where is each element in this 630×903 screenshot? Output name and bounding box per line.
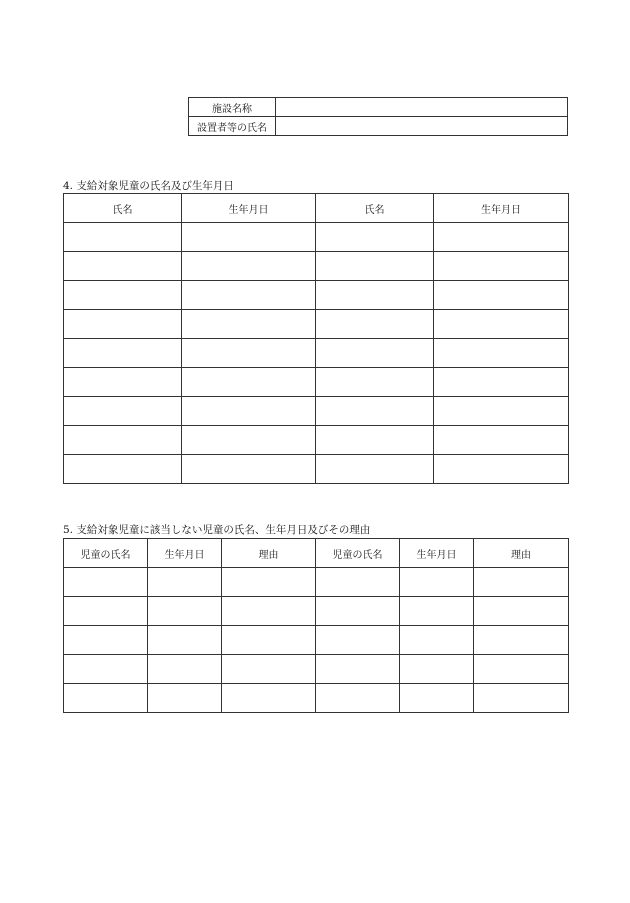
table-row [64,397,569,426]
entry-cell[interactable] [64,310,182,339]
entry-cell[interactable] [64,626,148,655]
table-row [64,426,569,455]
column-header-child-name: 児童の氏名 [64,539,148,568]
entry-cell[interactable] [64,684,148,713]
eligible-children-rows [64,223,569,484]
entry-cell[interactable] [474,597,569,626]
entry-cell[interactable] [400,568,474,597]
entry-cell[interactable] [182,426,316,455]
column-header-name: 氏名 [64,194,182,223]
entry-cell[interactable] [400,684,474,713]
entry-cell[interactable] [182,310,316,339]
ineligible-children-rows [64,568,569,713]
entry-cell[interactable] [148,626,222,655]
entry-cell[interactable] [434,310,569,339]
entry-cell[interactable] [64,597,148,626]
facility-info-table [188,97,568,136]
table-row [64,339,569,368]
table-row [64,655,569,684]
table-row [64,281,569,310]
entry-cell[interactable] [316,684,400,713]
table-row [64,368,569,397]
entry-cell[interactable] [64,339,182,368]
table-row [64,252,569,281]
entry-cell[interactable] [434,368,569,397]
table-header-row [64,194,569,223]
entry-cell[interactable] [64,426,182,455]
entry-cell[interactable] [148,655,222,684]
entry-cell[interactable] [182,252,316,281]
entry-cell[interactable] [434,455,569,484]
column-header-reason: 理由 [474,539,569,568]
section-5-heading: 5. 支給対象児童に該当しない児童の氏名、生年月日及びその理由 [63,524,371,536]
entry-cell[interactable] [148,568,222,597]
entry-cell[interactable] [316,368,434,397]
entry-cell[interactable] [474,655,569,684]
entry-cell[interactable] [316,339,434,368]
column-header-reason: 理由 [222,539,316,568]
entry-cell[interactable] [316,626,400,655]
entry-cell[interactable] [222,655,316,684]
entry-cell[interactable] [316,397,434,426]
entry-cell[interactable] [182,281,316,310]
entry-cell[interactable] [222,568,316,597]
entry-cell[interactable] [182,223,316,252]
entry-cell[interactable] [434,397,569,426]
founder-name-label: 設置者等の氏名 [189,117,276,136]
entry-cell[interactable] [182,368,316,397]
entry-cell[interactable] [148,684,222,713]
entry-cell[interactable] [64,655,148,684]
entry-cell[interactable] [474,626,569,655]
column-header-child-name: 児童の氏名 [316,539,400,568]
table-row [64,568,569,597]
column-header-birthdate: 生年月日 [148,539,222,568]
entry-cell[interactable] [64,455,182,484]
entry-cell[interactable] [64,368,182,397]
entry-cell[interactable] [474,684,569,713]
table-row [64,310,569,339]
entry-cell[interactable] [64,281,182,310]
founder-name-row [189,117,568,136]
entry-cell[interactable] [434,223,569,252]
facility-name-row [189,98,568,117]
column-header-birthdate: 生年月日 [400,539,474,568]
ineligible-children-table [63,538,569,713]
entry-cell[interactable] [434,281,569,310]
entry-cell[interactable] [222,626,316,655]
entry-cell[interactable] [434,252,569,281]
entry-cell[interactable] [222,597,316,626]
entry-cell[interactable] [182,397,316,426]
entry-cell[interactable] [316,310,434,339]
entry-cell[interactable] [148,597,222,626]
table-header-row [64,539,569,568]
section-4-heading: 4. 支給対象児童の氏名及び生年月日 [63,180,234,192]
entry-cell[interactable] [316,597,400,626]
table-row [64,455,569,484]
entry-cell[interactable] [222,684,316,713]
entry-cell[interactable] [316,223,434,252]
entry-cell[interactable] [316,281,434,310]
entry-cell[interactable] [316,455,434,484]
column-header-birthdate: 生年月日 [182,194,316,223]
table-row [64,223,569,252]
entry-cell[interactable] [182,339,316,368]
entry-cell[interactable] [316,568,400,597]
entry-cell[interactable] [316,252,434,281]
eligible-children-table [63,193,569,484]
table-row [64,684,569,713]
entry-cell[interactable] [400,597,474,626]
table-row [64,626,569,655]
facility-name-field[interactable] [276,98,568,117]
entry-cell[interactable] [434,339,569,368]
entry-cell[interactable] [182,455,316,484]
founder-name-field[interactable] [276,117,568,136]
entry-cell[interactable] [64,223,182,252]
entry-cell[interactable] [434,426,569,455]
entry-cell[interactable] [64,397,182,426]
facility-name-label: 施設名称 [189,98,276,117]
entry-cell[interactable] [400,655,474,684]
entry-cell[interactable] [64,568,148,597]
entry-cell[interactable] [64,252,182,281]
entry-cell[interactable] [400,626,474,655]
column-header-name: 氏名 [316,194,434,223]
entry-cell[interactable] [474,568,569,597]
table-row [64,597,569,626]
column-header-birthdate: 生年月日 [434,194,569,223]
entry-cell[interactable] [316,655,400,684]
entry-cell[interactable] [316,426,434,455]
